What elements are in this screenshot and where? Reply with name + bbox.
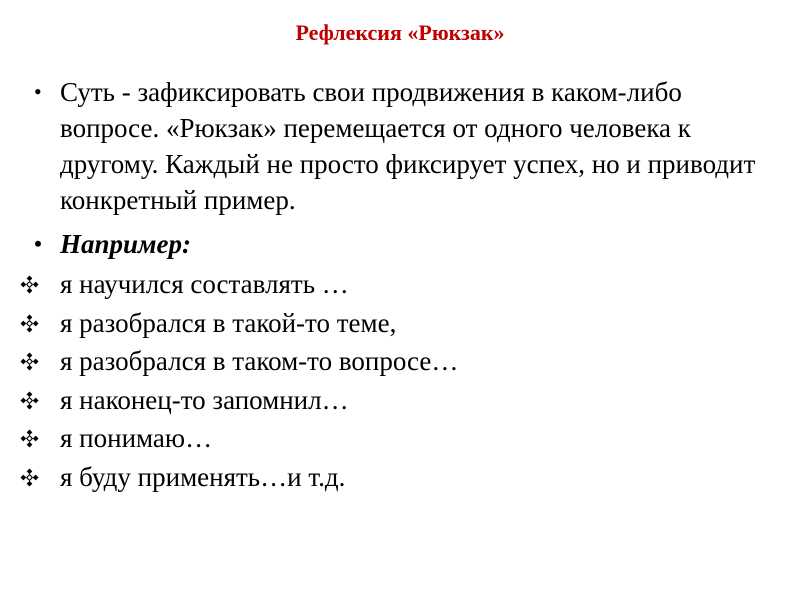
example-item xyxy=(0,265,800,304)
example-text: я понимаю… xyxy=(60,423,213,453)
four-diamond-icon xyxy=(20,314,39,333)
bullet-dot-icon: • xyxy=(34,231,42,256)
bullet-item-example-heading xyxy=(0,226,800,262)
example-item xyxy=(0,342,800,381)
example-text: я научился составлять … xyxy=(60,269,349,299)
four-diamond-icon xyxy=(20,391,39,410)
bullet-dot-icon: • xyxy=(34,79,42,104)
bullet-text: Суть - зафиксировать свои продвижения в каком-либо вопросе. «Рюкзак» перемещается от одного человека к другому. Каждый не просто фиксирует успех, но и приводит конкретный пример. xyxy=(60,77,756,215)
example-text: я разобрался в таком-то вопросе… xyxy=(60,346,459,376)
four-diamond-icon xyxy=(20,352,39,371)
example-item xyxy=(0,381,800,420)
four-diamond-icon xyxy=(20,275,39,294)
example-text: я разобрался в такой-то теме, xyxy=(60,307,397,338)
bullet-text: Например: xyxy=(60,229,192,259)
example-text: я наконец-то запомнил… xyxy=(60,384,349,415)
four-diamond-icon xyxy=(20,468,39,487)
four-diamond-icon xyxy=(20,429,39,448)
slide-title: Рефлексия «Рюкзак» xyxy=(295,20,505,45)
example-item xyxy=(0,304,800,343)
example-list xyxy=(0,265,800,496)
example-item xyxy=(0,419,800,458)
bullet-item-essence xyxy=(0,74,800,218)
example-item xyxy=(0,458,800,497)
example-text: я буду применять…и т.д. xyxy=(60,461,346,492)
bullet-list xyxy=(0,74,800,262)
